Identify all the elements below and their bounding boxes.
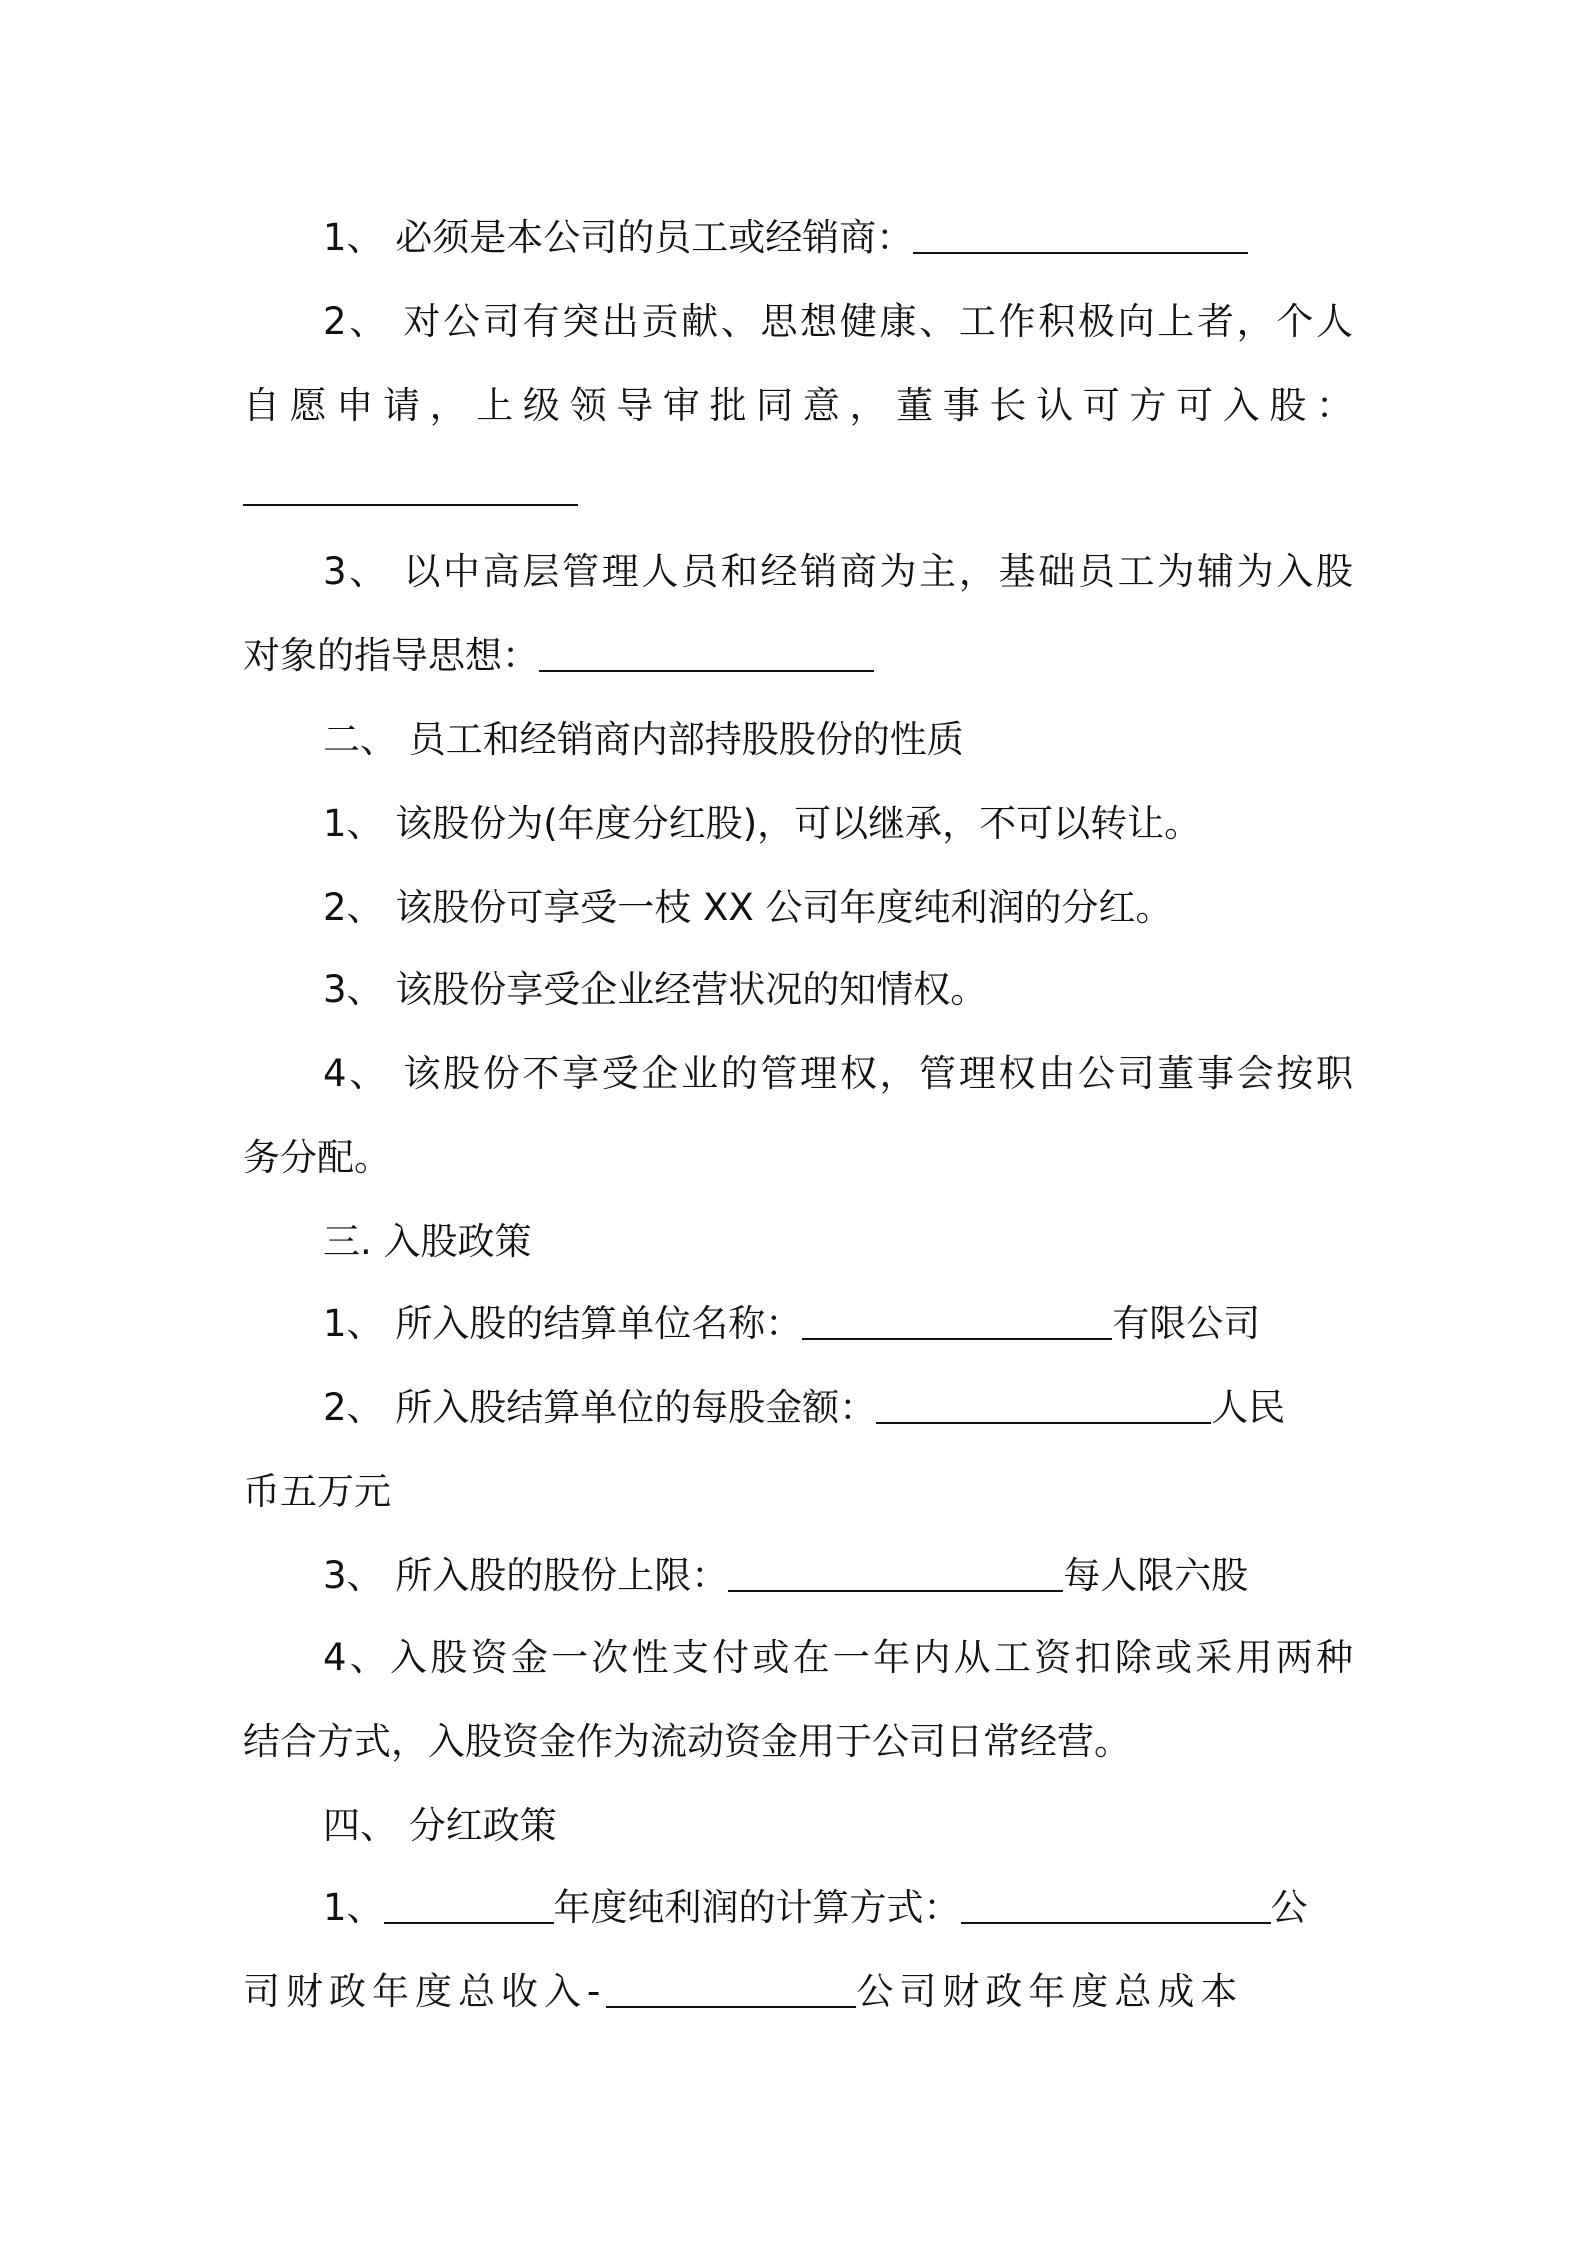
paragraph-line	[243, 1546, 1353, 1606]
paragraph-line	[243, 1962, 1353, 2022]
line-text: 司财政年度总收入-	[243, 1970, 607, 2013]
paragraph-line	[243, 292, 1353, 352]
paragraph-line	[243, 208, 1353, 268]
paragraph-line	[243, 1878, 1353, 1938]
line-text: 4、 该股份不享受企业的管理权，管理权由公司董事会按职	[323, 1052, 1353, 1095]
paragraph-line	[243, 542, 1353, 602]
line-text: 1、 必须是本公司的员工或经销商：	[323, 216, 914, 259]
fill-in-blank	[961, 1886, 1271, 1924]
line-text: 自愿申请，上级领导审批同意，董事长认可方可入股：	[243, 384, 1353, 427]
heading-text: 三. 入股政策	[323, 1220, 532, 1263]
paragraph-line	[243, 376, 1353, 436]
paragraph-line	[243, 960, 1353, 1020]
fill-in-blank	[876, 1386, 1211, 1424]
heading-text: 二、 员工和经销商内部持股股份的性质	[323, 718, 964, 761]
heading-text: 四、 分红政策	[323, 1804, 557, 1847]
section-heading	[243, 710, 1353, 770]
paragraph-line	[243, 1462, 1353, 1522]
line-text: 1、 所入股的结算单位名称：	[323, 1302, 803, 1345]
paragraph-line	[243, 878, 1353, 938]
line-text: 2、 对公司有突出贡献、思想健康、工作积极向上者，个人	[323, 300, 1353, 343]
section-heading	[243, 1796, 1353, 1856]
section-heading	[243, 1212, 1353, 1272]
line-text: 结合方式，入股资金作为流动资金用于公司日常经营。	[243, 1720, 1131, 1763]
paragraph-line	[243, 1378, 1353, 1438]
line-text: 2、 该股份可享受一枝 XX 公司年度纯利润的分红。	[323, 886, 1173, 929]
line-text: 年度纯利润的计算方式：	[553, 1886, 961, 1929]
fill-in-blank	[913, 216, 1248, 254]
paragraph-line	[243, 1712, 1353, 1772]
paragraph-line	[243, 1128, 1353, 1188]
line-text: 人民	[1211, 1386, 1286, 1429]
paragraph-line	[243, 794, 1353, 854]
paragraph-line	[243, 1294, 1353, 1354]
line-text: 币五万元	[243, 1470, 391, 1513]
fill-in-blank	[243, 468, 578, 506]
fill-in-blank	[802, 1302, 1112, 1340]
line-text: 有限公司	[1112, 1302, 1261, 1345]
fill-in-blank	[606, 1970, 856, 2008]
fill-in-blank	[384, 1886, 554, 1924]
line-text: 4、入股资金一次性支付或在一年内从工资扣除或采用两种	[323, 1636, 1353, 1679]
line-text: 2、 所入股结算单位的每股金额：	[323, 1386, 877, 1429]
line-text: 3、 所入股的股份上限：	[323, 1554, 729, 1597]
paragraph-line	[243, 626, 1353, 686]
paragraph-line	[243, 1628, 1353, 1688]
line-text: 每人限六股	[1063, 1554, 1249, 1597]
line-text: 公司财政年度总成本	[856, 1970, 1244, 2013]
line-text: 对象的指导思想：	[243, 634, 539, 677]
line-text: 公	[1270, 1886, 1308, 1929]
line-text: 务分配。	[243, 1136, 391, 1179]
fill-in-blank	[539, 634, 874, 672]
line-text: 3、 该股份享受企业经营状况的知情权。	[323, 968, 988, 1011]
paragraph-line	[243, 460, 1353, 520]
paragraph-line	[243, 1044, 1353, 1104]
line-text: 3、 以中高层管理人员和经销商为主，基础员工为辅为入股	[323, 550, 1353, 593]
line-text: 1、	[323, 1886, 384, 1929]
line-text: 1、 该股份为(年度分红股)，可以继承，不可以转让。	[323, 802, 1202, 845]
fill-in-blank	[728, 1554, 1063, 1592]
